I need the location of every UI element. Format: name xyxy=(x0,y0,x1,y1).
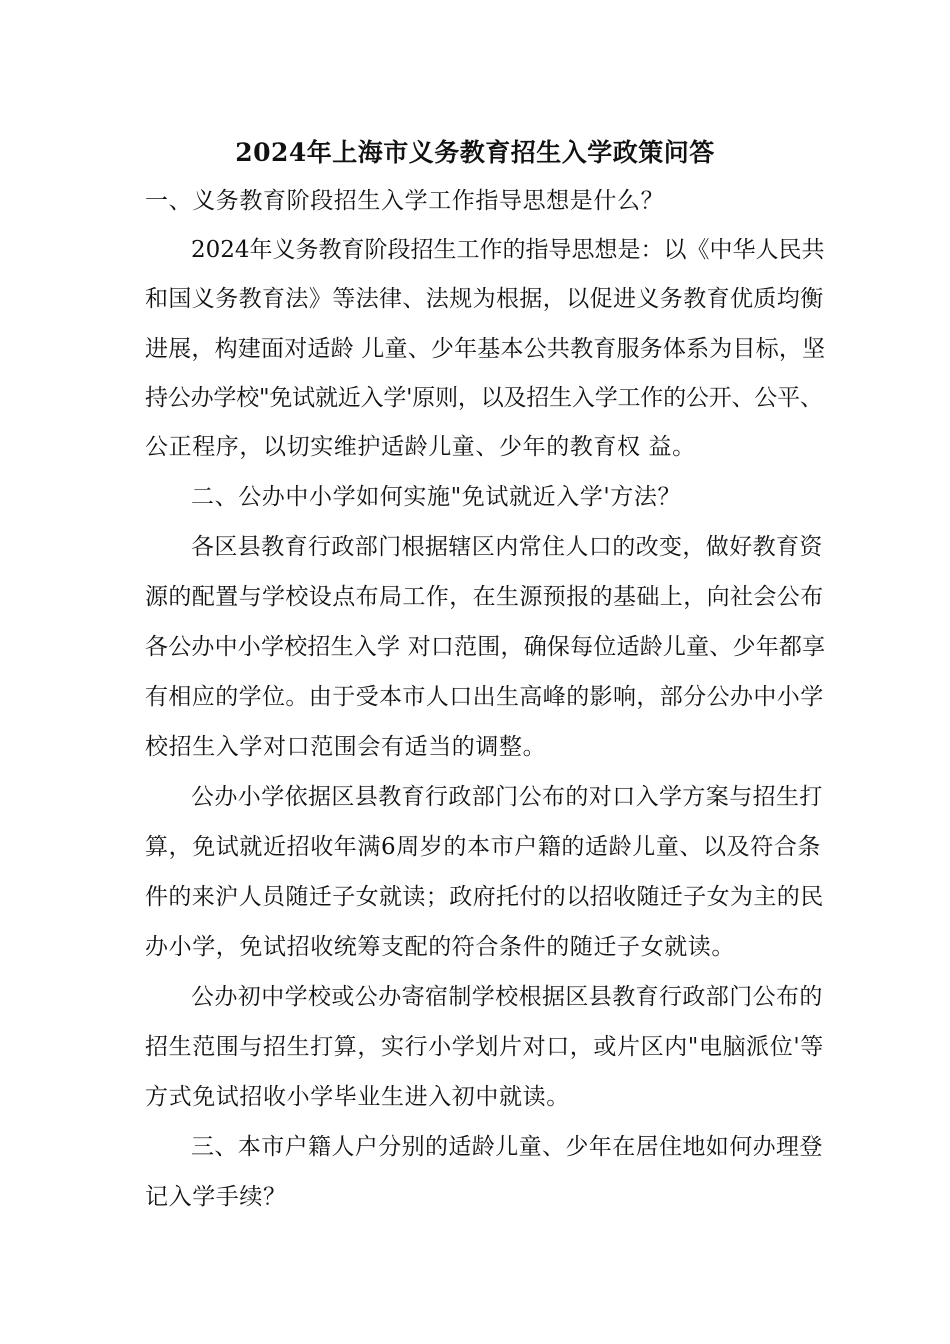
paragraph-line: 公正程序，以切实维护适龄儿童、少年的教育权 益。 xyxy=(145,434,696,460)
paragraph-line: 各区县教育行政部门根据辖区内常住人口的改变，做好教育资 xyxy=(191,534,823,560)
paragraph-line: 公办小学依据区县教育行政部门公布的对口入学方案与招生打 xyxy=(191,784,823,810)
question-heading: 二、公办中小学如何实施"免试就近入学'方法？ xyxy=(191,484,682,510)
paragraph-line: 公办初中学校或公办寄宿制学校根据区县教育行政部门公布的 xyxy=(191,984,823,1010)
paragraph-line: 2024年义务教育阶段招生工作的指导思想是：以《中华人民共 xyxy=(191,237,825,263)
question-heading: 记入学手续？ xyxy=(145,1184,287,1210)
question-heading: 三、本市户籍人户分别的适龄儿童、少年在居住地如何办理登 xyxy=(191,1134,823,1160)
paragraph-line: 源的配置与学校设点布局工作，在生源预报的基础上，向社会公布 xyxy=(145,584,824,610)
paragraph-line: 进展，构建面对适龄 儿童、少年基本公共教育服务体系为目标，坚 xyxy=(145,336,826,362)
paragraph-line: 校招生入学对口范围会有适当的调整。 xyxy=(145,734,547,760)
paragraph-line: 算，免试就近招收年满6周岁的本市户籍的适龄儿童、以及符合条 xyxy=(145,834,822,860)
paragraph-line: 各公办中小学校招生入学 对口范围，确保每位适龄儿童、少年都享 xyxy=(145,634,826,660)
paragraph-line: 方式免试招收小学毕业生进入初中就读。 xyxy=(145,1084,570,1110)
paragraph-line: 件的来沪人员随迁子女就读；政府托付的以招收随迁子女为主的民 xyxy=(145,884,824,910)
paragraph-line: 和国义务教育法》等法律、法规为根据，以促进义务教育优质均衡 xyxy=(145,286,824,312)
paragraph-line: 有相应的学位。由于受本市人口出生高峰的影响，部分公办中小学 xyxy=(145,684,824,710)
question-heading: 一、义务教育阶段招生入学工作指导思想是什么？ xyxy=(145,188,665,214)
paragraph-line: 招生范围与招生打算，实行小学划片对口，或片区内"电脑派位'等 xyxy=(145,1034,824,1060)
document-title: 2024年上海市义务教育招生入学政策问答 xyxy=(235,138,715,167)
paragraph-line: 持公办学校"免试就近入学'原则，以及招生入学工作的公开、公平、 xyxy=(145,385,823,411)
paragraph-line: 办小学，免试招收统筹支配的符合条件的随迁子女就读。 xyxy=(145,934,735,960)
